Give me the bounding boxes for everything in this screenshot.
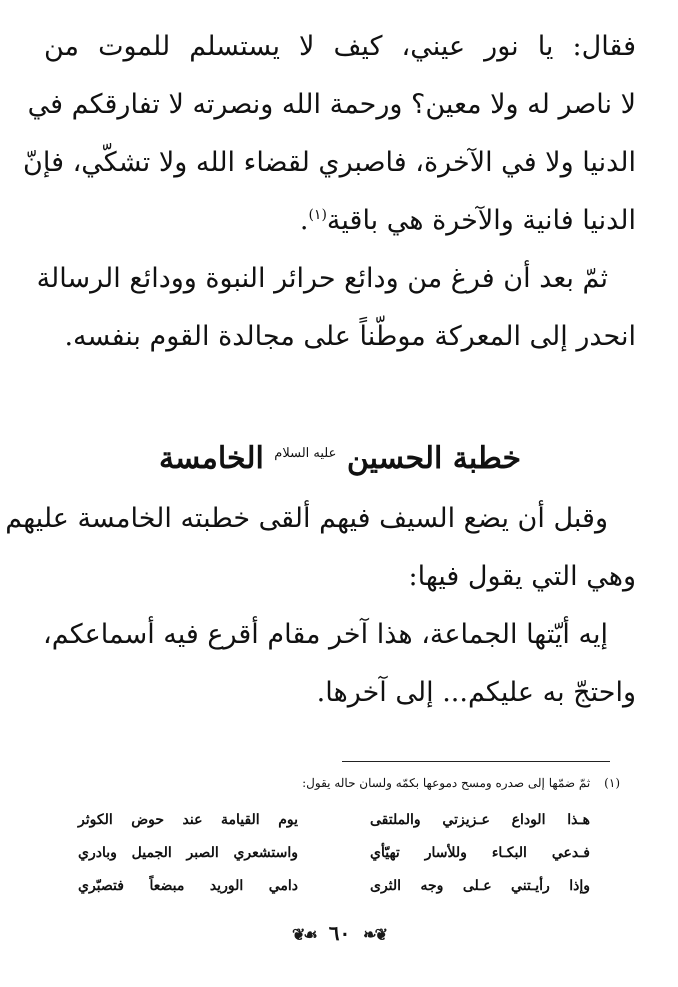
sentence-end: .	[299, 205, 309, 236]
page-number: ٦٠	[328, 921, 351, 945]
heading-end: الخامسة	[158, 441, 264, 476]
verse-second-hemistich: دامي الوريد مبضعاً فتصبّري	[78, 878, 298, 894]
ornament-left-icon: ☙❦	[292, 924, 316, 944]
text-line: وقبل أن يضع السيف فيهم ألقى خطبته الخامسة عليهم	[5, 503, 608, 534]
poem-verse	[60, 804, 620, 837]
footnote-intro-line	[60, 772, 620, 794]
text-line: وهي التي يقول فيها:	[408, 561, 636, 592]
text-line: إيه أيّتها الجماعة، هذا آخر مقام أقرع فيه أسماعكم،	[43, 619, 608, 650]
verse-first-hemistich: وإذا رأيـتني عـلى وجه الثرى	[370, 878, 590, 894]
section-text-block	[5, 490, 636, 722]
poem-verse	[60, 837, 620, 870]
heading-main: خطبة الحسين	[346, 441, 522, 476]
section-heading	[44, 428, 636, 485]
text-line: فقال: يا نور عيني، كيف لا يستسلم للموت من	[44, 31, 636, 62]
text-line: لا ناصر له ولا معين؟ ورحمة الله ونصرته لا تفارقكم في	[27, 89, 636, 120]
text-line: انحدر إلى المعركة موطّناً على مجالدة القوم بنفسه.	[64, 321, 636, 352]
verse-second-hemistich: واستشعري الصبر الجميل وبادري	[78, 845, 298, 861]
footnote-separator	[342, 761, 610, 762]
poem-verses	[60, 804, 620, 903]
text-line: ثمّ بعد أن فرغ من ودائع حرائر النبوة وودائع الرسالة	[36, 263, 608, 294]
verse-second-hemistich: يوم القيامة عند حوض الكوثر	[78, 812, 298, 828]
footnote-marker: (١)	[308, 207, 327, 223]
page-number-block	[0, 918, 678, 950]
footnote	[60, 772, 620, 903]
verse-first-hemistich: هـذا الوداع عـزيزتي والملتقى	[370, 812, 590, 828]
text-line-content: الدنيا فانية والآخرة هي باقية	[326, 205, 636, 236]
text-line: الدنيا ولا في الآخرة، فاصبري لقضاء الله ولا تشكّي، فإنّ	[23, 147, 636, 178]
main-text-block	[23, 18, 636, 366]
ornament-right-icon: ❦❧	[363, 924, 386, 944]
honorific-symbol: عليه السلام	[274, 446, 337, 461]
footnote-number: (١)	[604, 776, 620, 790]
text-line	[44, 192, 636, 250]
poem-verse	[60, 870, 620, 903]
verse-first-hemistich: فـدعي البكـاء وللأسار تهيّأي	[370, 845, 590, 861]
text-line: واحتجّ به عليكم... إلى آخرها.	[316, 677, 636, 708]
footnote-intro: ثمّ ضمّها إلى صدره ومسح دموعها بكمّه ولسان حاله يقول:	[302, 776, 591, 790]
